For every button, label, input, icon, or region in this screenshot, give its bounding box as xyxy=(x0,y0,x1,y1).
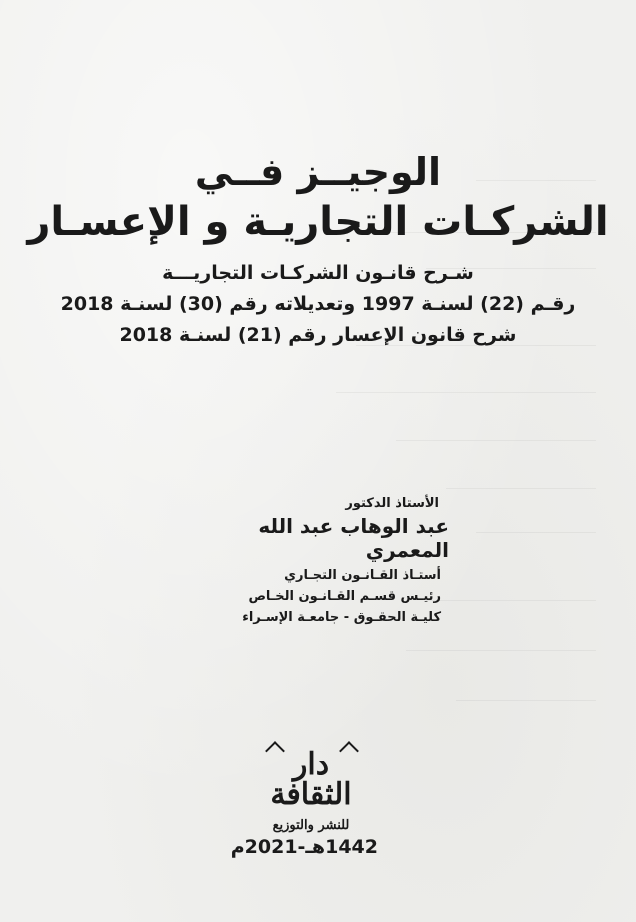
publication-year: 1442هـ-2021م xyxy=(230,836,378,858)
subtitle-line-1: شـرح قانـون الشركـات التجاريـــة xyxy=(162,262,474,284)
subtitle-line-2: رقـم (22) لسنـة 1997 وتعديلاته رقم (30) لسنـة 2018 xyxy=(60,293,576,315)
author-block xyxy=(181,496,449,625)
author-title-2: رئيـس قسـم القـانـون الخـاص xyxy=(248,589,441,604)
publisher-logo xyxy=(256,747,366,833)
bleed-line xyxy=(476,532,596,533)
author-label: الأستاذ الدكتور xyxy=(345,496,439,511)
subtitle-line-3: شرح قانون الإعسار رقم (21) لسنـة 2018 xyxy=(119,324,517,346)
bleed-line xyxy=(396,440,596,441)
bleed-line xyxy=(426,600,596,601)
book-title-line-1: الوجيــز فــي xyxy=(194,150,442,194)
book-title-line-2: الشركـات التجاريـة و الإعسـار xyxy=(27,199,609,245)
bleed-line xyxy=(406,650,596,651)
bleed-line xyxy=(336,392,596,393)
author-name: عبد الوهاب عبد الله المعمري xyxy=(258,514,449,562)
author-title-3: كليـة الحقـوق - جامعـة الإسـراء xyxy=(242,610,441,625)
bleed-line xyxy=(446,488,596,489)
bleed-line xyxy=(456,700,596,701)
author-title-1: أستـاذ القـانـون التجـاري xyxy=(284,568,441,583)
publisher-logo-main: دار الثقافة xyxy=(256,750,366,810)
publisher-logo-sub: للنشر والتوزيع xyxy=(272,818,350,833)
